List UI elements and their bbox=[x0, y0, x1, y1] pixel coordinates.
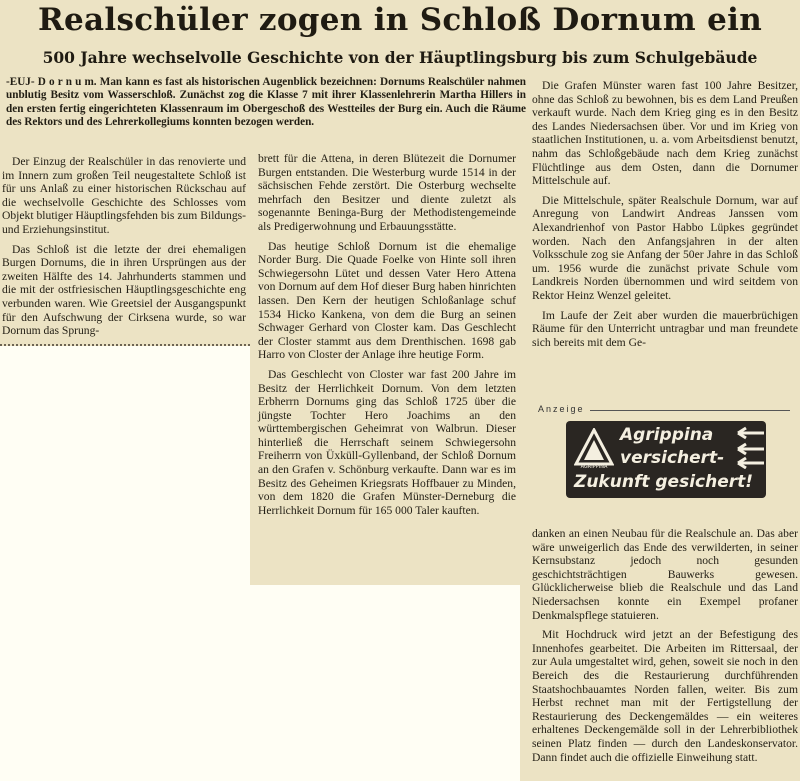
middle-paragraph: Das heutige Schloß Dornum ist die ehemalige Norder Burg. Die Quade Foelke von Hinte soll ihren Schwiegersohn Lütet und dessen Vater Hero Attena von Dornum auf dem Hof dieser Burg haben hinrichten lassen. Den Kern der heutigen Schloßanlage schuf 1534 Hicko Kankena, von dem die Burg an seinen Schwager Gerhard von Closter kam. Das Geschlecht der Closter stammt aus dem Drenthischen. 1698 gab Harro von Closter der Anlage ihre heutige Form. bbox=[258, 239, 516, 362]
advertisement-line-3: Zukunft gesichert! bbox=[574, 472, 753, 492]
left-paragraph: Der Einzug der Realschüler in das renovierte und im Innern zum großen Teil neugestaltete Schloß ist für uns Anlaß zu einer historischen Rückschau auf die wechselvolle Geschichte des Schlosses vom Objekt blutiger Häuptlingsfehden bis zum Bildungs- und Erziehungsinstitut. bbox=[2, 155, 246, 236]
right-column bbox=[532, 79, 798, 355]
article-lead: -EUJ- D o r n u m. Man kann es fast als historischen Augenblick bezeichnen: Dornums Realschüler nahmen unblutig Besitz vom Wasserschloß. Zunächst zog die Klasse 7 mit ihrer Klassenlehrerin Martha Hillers in den ersten fertig eingerichteten Klassenraum im Obergeschoß des Westteiles der Burg ein. Auch die Räume des Rektors und des Lehrerkollegiums konnten bezogen werden. bbox=[6, 76, 526, 129]
article-subheadline: 500 Jahre wechselvolle Geschichte von der Häuptlingsburg bis zum Schulgebäude bbox=[42, 48, 758, 67]
right-paragraph: Die Grafen Münster waren fast 100 Jahre Besitzer, ohne das Schloß zu bewohnen, bis es dem Land Preußen verkauft wurde. Nach dem Krieg ging es in den Besitz des Landes Niedersachsen über. Vor und im Krieg von staatlichen Institutionen, u. a. vom Arbeitsdienst benutzt, nahm das Schloßgebäude nach dem Krieg zunächst Flüchtlinge aus dem Osten, dann die Dornumer Mittelschule auf. bbox=[532, 79, 798, 188]
right-paragraph: Mit Hochdruck wird jetzt an der Befestigung des Innenhofes gearbeitet. Die Arbeiten im Rittersaal, der zur Aula umgestaltet wird, gehen, soweit sie noch in den Bereich des die Restaurierung durchführenden Staatshochbauamtes Norden fallen, weiter. Bis zum Herbst rechnet man mit der Fertigstellung der Restaurierung des Deckengemäldes — ein weiteres erhaltenes Deckengemälde soll in der Lehrerbibliothek seinen Platz finden — durch den Landeskonservator. Dann findet auch die offizielle Einweihung statt. bbox=[532, 628, 798, 764]
agrippina-logo-icon bbox=[574, 428, 614, 468]
logo-text: AGRIPPINA bbox=[580, 464, 608, 468]
advertisement-label: Anzeige bbox=[538, 404, 585, 414]
right-paragraph: danken an einen Neubau für die Realschule an. Das aber wäre unweigerlich das Ende des verwilderten, in seiner Kernsubstanz jedoch noch gesunden geschichtsträchtigen Bauwerks gewesen. Glücklicherweise blieb die Realschule und das Land Niedersachsen konnte ein Exempel profaner Denkmalspflege statuieren. bbox=[532, 527, 798, 622]
right-paragraph: Im Laufe der Zeit aber wurden die mauerbrüchigen Räume für den Unterricht untragbar und man freundete sich bereits mit dem Ge- bbox=[532, 308, 798, 349]
left-paragraph: Das Schloß ist die letzte der drei ehemaligen Burgen Dornums, die in ihren Ursprüngen aus der zweiten Hälfte des 14. Jahrhunderts stammen und die mit der ostfriesischen Häuptlingsgeschichte eng verbunden waren. Wie Greetsiel der Ausgangspunkt für den Aufschwung der Cirksena wurde, so war Dornum das Sprung- bbox=[2, 242, 246, 338]
left-column bbox=[2, 155, 246, 344]
middle-paragraph: Das Geschlecht von Closter war fast 200 Jahre im Besitz der Herrlichkeit Dornum. Von dem letzten Erbherrn Dornums ging das Schloß 1725 über die jüngste Tochter Hero Joachims an den württembergischen Geheimrat von Walbrun. Dieser hinterließ die Herrschaft seinem Schwiegersohn Freiherrn von Üxküll-Gyllenband, der Schloß Dornum an den Grafen v. Schönburg verkaufte. Dann war es im Besitz des Geheimen Kriegsrats Hoffbauer zu Minden, von dem 1820 die Grafen Münster-Derneburg die Herrlichkeit Dornum für 165 000 Taler kauften. bbox=[258, 367, 516, 517]
advertisement-line-1: Agrippina bbox=[620, 425, 714, 445]
advertisement-rule bbox=[590, 410, 790, 411]
middle-column bbox=[258, 152, 516, 523]
article-headline: Realschüler zogen in Schloß Dornum ein bbox=[37, 2, 763, 38]
advertisement-line-2: versichert- bbox=[620, 448, 725, 468]
middle-paragraph: brett für die Attena, in deren Blütezeit die Dornumer Burgen entstanden. Die Westerburg wurde 1514 in der sächsischen Fehde zerstört. Die Osterburg wechselte mehrfach den Besitzer und diente zuletzt als sogenannte Beninga-Burg der Methodistengemeinde als Predigerwohnung und Erbauungsstätte. bbox=[258, 152, 516, 233]
right-paragraph: Die Mittelschule, später Realschule Dornum, war auf Anregung von Landwirt Andreas Janssen vom Alexandrienhof von Pastor Habbo Lüpkes gegründet worden. Nach den Anfangsjahren in der alten Volksschule zog sie Anfang der 50er Jahre in das Schloß um. 1956 wurde die zunächst private Schule vom Landkreis Norden übernommen und wird seitdem von Rektor Heinz Wenzel geleitet. bbox=[532, 193, 798, 302]
tear-edge bbox=[0, 344, 250, 346]
right-column-continued bbox=[532, 527, 798, 770]
arrows-icon bbox=[724, 425, 766, 469]
